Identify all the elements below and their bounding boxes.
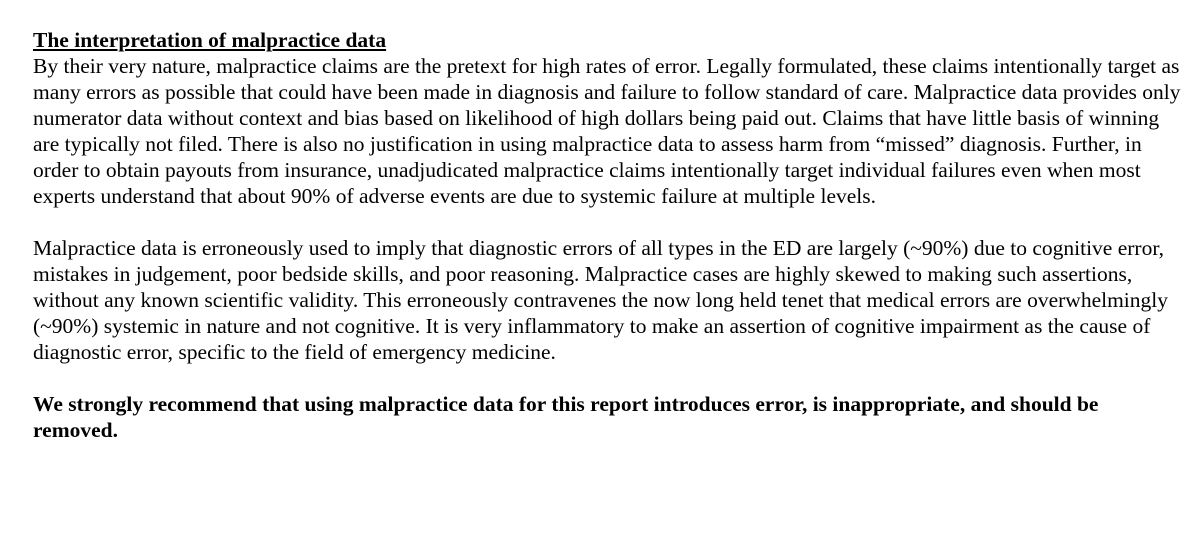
- paragraph-claims-nature: By their very nature, malpractice claims are the pretext for high rates of error. Legally formulated, these claims intentionally target as many errors as possible that could have been made in diagnosis and failure to follow standard of care. Malpractice data provides only numerator data without context and bias based on likelihood of high dollars being paid out. Claims that have little basis of winning are typically not filed. There is also no justification in using malpractice data to assess harm from “missed” diagnosis. Further, in order to obtain payouts from insurance, unadjudicated malpractice claims intentionally target individual failures even when most experts understand that about 90% of adverse events are due to systemic failure at multiple levels.: [33, 54, 1181, 208]
- document-body: [33, 27, 1183, 443]
- paragraph-spacer: [33, 209, 1183, 235]
- section-heading: The interpretation of malpractice data: [33, 28, 387, 52]
- recommendation-statement: We strongly recommend that using malpractice data for this report introduces error, is inappropriate, and should be removed.: [33, 392, 1099, 442]
- paragraph-cognitive-error: Malpractice data is erroneously used to imply that diagnostic errors of all types in the ED are largely (~90%) due to cognitive error, mistakes in judgement, poor bedside skills, and poor reasoning. Malpractice cases are highly skewed to making such assertions, without any known scientific validity. This erroneously contravenes the now long held tenet that medical errors are overwhelmingly (~90%) systemic in nature and not cognitive. It is very inflammatory to make an assertion of cognitive impairment as the cause of diagnostic error, specific to the field of emergency medicine.: [33, 236, 1169, 364]
- paragraph-spacer: [33, 365, 1183, 391]
